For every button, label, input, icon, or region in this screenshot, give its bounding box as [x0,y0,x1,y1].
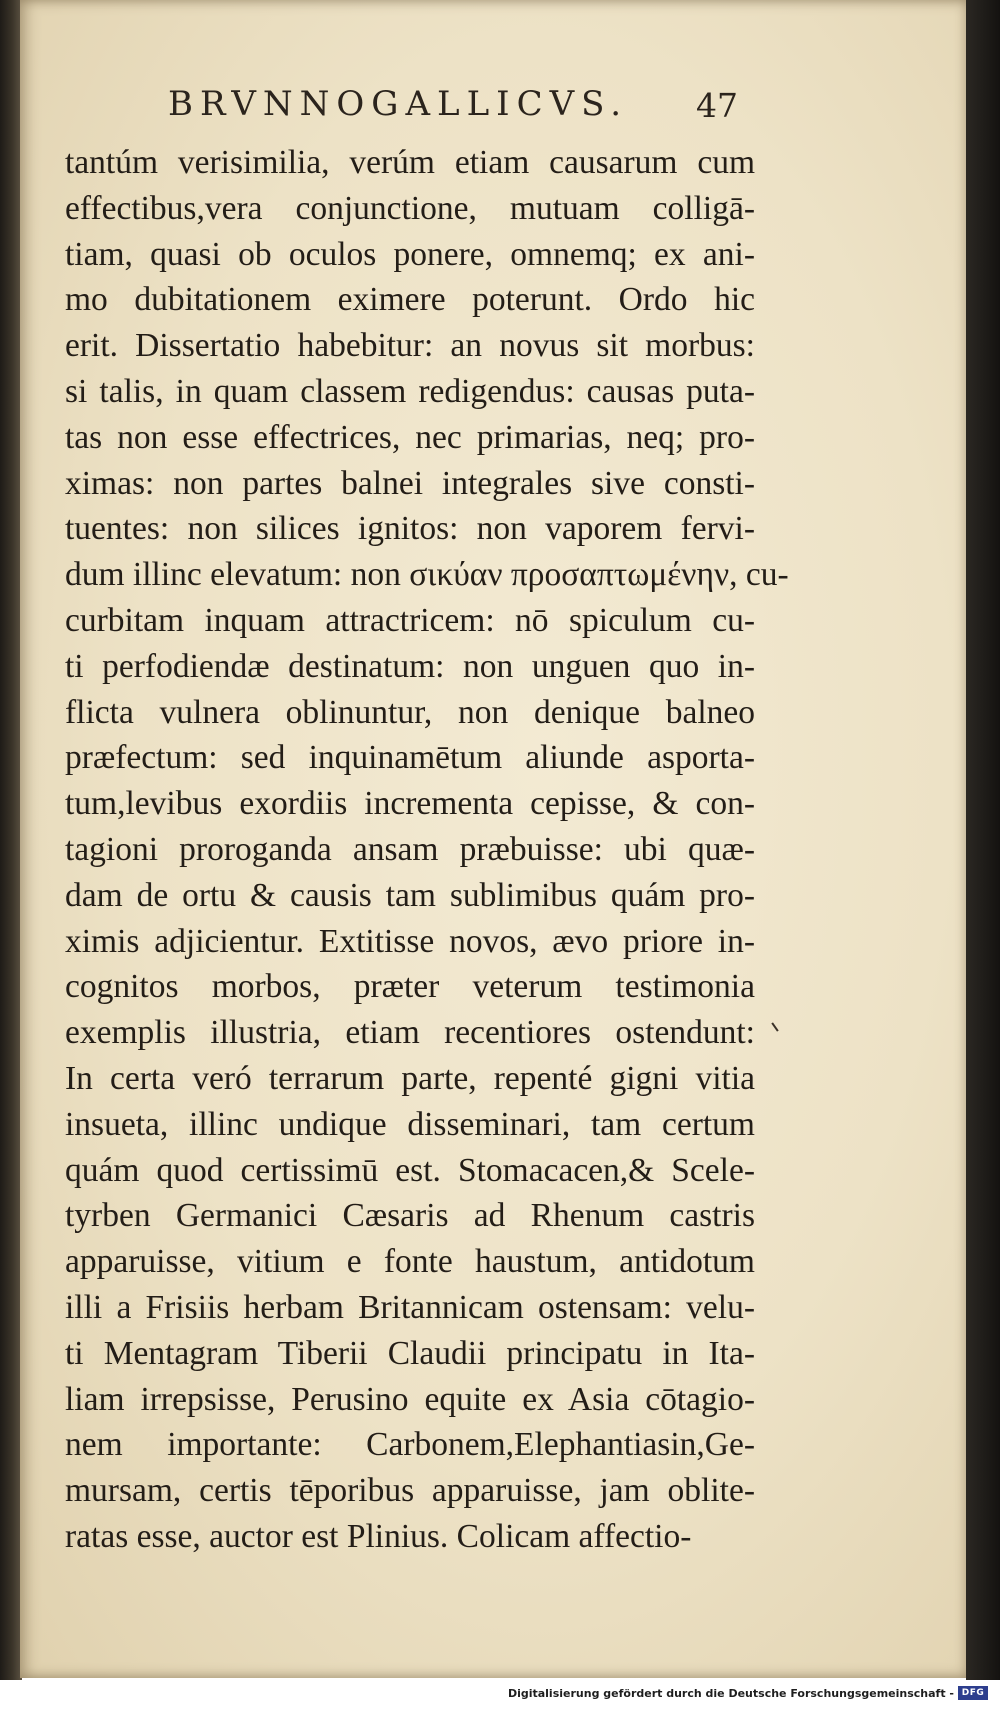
text-line: flicta vulnera oblinuntur, non denique balneo [65,693,755,731]
funding-credit: Digitalisierung gefördert durch die Deutsche Forschungsgemeinschaft - [507,1687,954,1700]
text-line: cognitos morbos, præter veterum testimonia [65,968,755,1006]
page-body-text [65,140,789,1560]
text-line: tantúm verisimilia, verúm etiam causarum cum [65,144,755,181]
text-line: insueta, illinc undique disseminari, tam certum [65,1105,755,1143]
text-line: tas non esse effectrices, nec primarias, neq; pro- [65,418,755,456]
book-edge-right [966,0,1000,1680]
text-line: dam de ortu & causis tam sublimibus quám pro- [65,876,755,914]
text-line: ximis adjicientur. Extitisse novos, ævo priore in- [65,922,755,960]
text-line: ratas esse, auctor est Plinius. Colicam affectio- [65,1517,692,1555]
text-line: liam irrepsisse, Perusino equite ex Asia cōtagio- [65,1380,755,1418]
text-line: curbitam inquam attractricem: nō spiculum cu- [65,601,755,639]
margin-mark [771,1022,778,1031]
dfg-logo[interactable]: DFG [958,1686,988,1700]
text-line: tagioni proroganda ansam præbuisse: ubi quæ- [65,830,755,868]
book-page [20,0,968,1678]
text-line: nem importante: Carbonem,Elephantiasin,Ge- [65,1426,755,1464]
text-line: præfectum: sed inquinamētum aliunde asporta- [65,739,755,777]
text-line: ti Mentagram Tiberii Claudii principatu in Ita- [65,1334,755,1372]
text-line: In certa veró terrarum parte, repenté gigni vitia [65,1059,755,1097]
running-head: BRVNNOGALLICVS. [168,84,629,124]
text-line: tum,levibus exordiis incrementa cepisse, & con- [65,785,755,823]
footer-bar [0,1680,1000,1710]
page-number: 47 [696,86,738,125]
text-line: erit. Dissertatio habebitur: an novus sit morbus: [65,327,755,365]
text-line: dum illinc elevatum: non σικύαν προσαπτωμένην, cu- [65,556,789,594]
text-line: tiam, quasi ob oculos ponere, omnemq; ex ani- [65,235,755,273]
text-line: ximas: non partes balnei integrales sive consti- [65,464,755,502]
text-line: ti perfodiendæ destinatum: non unguen quo in- [65,647,755,685]
text-line: tuentes: non silices ignitos: non vaporem fervi- [65,510,755,548]
text-line: apparuisse, vitium e fonte haustum, antidotum [65,1243,755,1281]
text-line: si talis, in quam classem redigendus: causas puta- [65,372,755,410]
text-line: mo dubitationem eximere poterunt. Ordo hic [65,281,755,319]
book-edge-left [0,0,22,1700]
text-line: mursam, certis tēporibus apparuisse, jam oblite- [65,1472,755,1510]
text-line: quám quod certissimū est. Stomacacen,& Scele- [65,1151,755,1189]
text-line: exemplis illustria, etiam recentiores ostendunt: [65,1014,755,1052]
text-line: illi a Frisiis herbam Britannicam ostensam: velu- [65,1288,755,1326]
text-line: effectibus,vera conjunctione, mutuam colligā- [65,189,755,227]
text-line: tyrben Germanici Cæsaris ad Rhenum castris [65,1197,755,1235]
